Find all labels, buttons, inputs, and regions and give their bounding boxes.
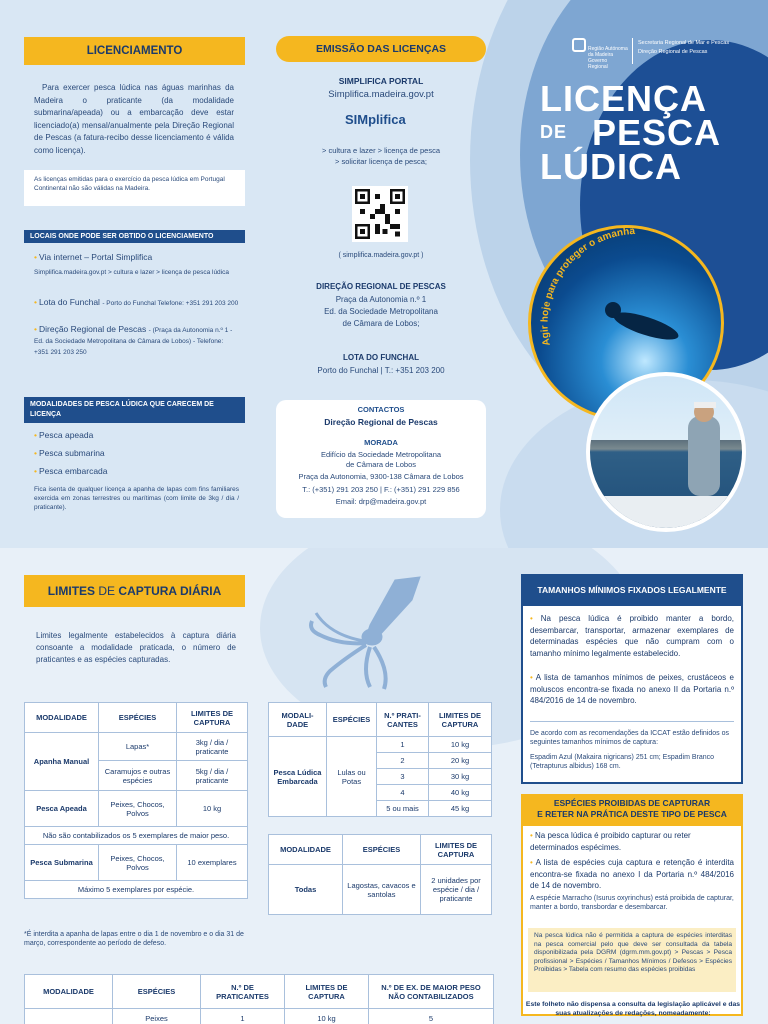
table-cell: 4 — [377, 785, 429, 801]
table-cell: 20 kg — [429, 753, 492, 769]
locais-heading: LOCAIS ONDE PODE SER OBTIDO O LICENCIAMENTO — [24, 230, 245, 243]
contact-email[interactable]: Email: drp@madeira.gov.pt — [335, 497, 427, 506]
drp-addr-2: Ed. da Sociedade Metropolitana — [324, 307, 438, 316]
table-cell: 5kg / dia / praticante — [177, 761, 248, 791]
squid-icon — [300, 575, 435, 695]
table-cell — [25, 1009, 113, 1024]
morada-2: de Câmara de Lobos — [345, 460, 417, 469]
morada-title: MORADA — [364, 438, 398, 447]
simplifica-logo — [345, 112, 406, 127]
table-cell: Lapas* — [99, 733, 177, 761]
tamanhos-p1: • Na pesca lúdica é proibido manter a bordo, desembarcar, transportar, armazenar exemplares de determinadas espécies que não cumpram com o tamanho mínimo legalmente estabelecido. — [530, 614, 734, 658]
table-cell: Todas — [269, 865, 343, 915]
table-header: ESPÉCIES — [327, 703, 377, 737]
cover-title-2: PESCA — [592, 112, 722, 153]
table-cell: 30 kg — [429, 769, 492, 785]
table-header: LIMITES DE CAPTURA — [285, 975, 369, 1009]
qr-code-icon[interactable] — [352, 186, 408, 242]
table-cell: 5 — [369, 1009, 494, 1024]
licenciamento-paragraph: Para exercer pesca lúdica nas águas marinhas da Madeira o praticante (da modalidade submarina/apeada) ou a embarcação deve estar licenciado(a) mensal/anualmente pela Direção Regional de Pescas (a fatura-recibo desse licenciamento é válida como licença). — [34, 83, 234, 155]
modalidades-heading: MODALIDADES DE PESCA LÚDICA QUE CARECEM DE LICENÇA — [24, 397, 245, 423]
table-header: LIMITES DE CAPTURA — [429, 703, 492, 737]
table-header: MODALIDADE — [25, 975, 113, 1009]
morada-3: Praça da Autonomia, 9300-138 Câmara de Lobos — [298, 472, 464, 481]
modalidade-item-1: • Pesca apeada — [34, 430, 94, 440]
proibidas-p2: • A lista de espécies cuja captura e retenção é interdita encontra-se fixada no anexo I da Portaria n.º 484/2016 de 14 de novembro. — [530, 858, 734, 890]
table-header: N.º PRATI-CANTES — [377, 703, 429, 737]
emissao-heading: EMISSÃO DAS LICENÇAS — [276, 36, 486, 62]
table-cell: Caramujos e outras espécies — [99, 761, 177, 791]
table-cell: Lulas ou Potas — [327, 737, 377, 817]
lota-title: LOTA DO FUNCHAL — [343, 353, 419, 362]
modalidade-item-2: • Pesca submarina — [34, 448, 105, 458]
table-cell: Peixes, Chocos, Polvos — [99, 845, 177, 881]
table-cell: 45 kg — [429, 801, 492, 817]
contact-phones: T.: (+351) 291 203 250 | F.: (+351) 291 229 856 — [302, 485, 460, 494]
madeira-logo: Região Autónoma da Madeira Governo Regional — [572, 38, 628, 64]
table-limites-2 — [268, 702, 492, 817]
portal-path-2: > solicitar licença de pesca; — [335, 157, 427, 166]
table-cell: Não são contabilizados os 5 exemplares de maior peso. — [25, 827, 248, 845]
table-header: ESPÉCIES — [99, 703, 177, 733]
drp-addr-3: de Câmara de Lobos; — [342, 319, 420, 328]
table-header: ESPÉCIES — [343, 835, 421, 865]
table-cell: 5 ou mais — [377, 801, 429, 817]
disclaimer: Este folheto não dispensa a consulta da legislação aplicável e das suas atualizações de redações, nomeadamente: — [525, 1001, 741, 1017]
drp-title: DIREÇÃO REGIONAL DE PESCAS — [316, 282, 446, 291]
table-header: MODALIDADE — [269, 835, 343, 865]
lota-detail: Porto do Funchal | T.: +351 203 200 — [317, 366, 445, 375]
contactos-org: Direção Regional de Pescas — [324, 417, 438, 427]
isencao-text: Fica isenta de qualquer licença a apanha de lapas com fins familiares exercida em zonas terrestres ou marítimas (com limite de 3kg / dia / praticante). — [34, 486, 239, 511]
table-header: LIMITES DE CAPTURA — [177, 703, 248, 733]
table-cell: 40 kg — [429, 785, 492, 801]
licenciamento-heading: LICENCIAMENTO — [24, 37, 245, 65]
table-header: N.º DE EX. DE MAIOR PESO NÃO CONTABILIZADOS — [369, 975, 494, 1009]
drp-addr-1: Praça da Autonomia n.º 1 — [335, 295, 427, 304]
table-cell: Apanha Manual — [25, 733, 99, 791]
table-cell: Pesca Apeada — [25, 791, 99, 827]
morada-1: Edifício da Sociedade Metropolitana — [320, 450, 442, 459]
cover-title-1: LICENÇA — [540, 78, 707, 119]
tamanhos-iccat: De acordo com as recomendações da ICCAT estão definidos os seguintes tamanhos mínimos de captura: — [530, 730, 729, 746]
table-cell: 10 kg — [285, 1009, 369, 1024]
table-cell: 10 kg — [177, 791, 248, 827]
locais-item-1: • Via internet – Portal Simplifica — [34, 252, 153, 262]
proibidas-p1: • Na pesca lúdica é proibido capturar ou reter determinados espécimes. — [530, 831, 691, 852]
contactos-title: CONTACTOS — [357, 405, 405, 414]
portal-title: SIMPLIFICA PORTAL — [338, 76, 424, 86]
limites-intro: Limites legalmente estabelecidos à captura diária consoante a modalidade praticada, o número de praticantes e as espécies capturadas. — [36, 631, 236, 664]
licenciamento-note: As licenças emitidas para o exercício da pesca lúdica em Portugal Continental não são válidas na Madeira. — [34, 176, 225, 192]
fisherman-photo — [586, 372, 746, 532]
portal-path-1: > cultura e lazer > licença de pesca — [322, 146, 440, 155]
qr-caption: ( simplifica.madeira.gov.pt ) — [338, 252, 424, 259]
tamanhos-p2: • A lista de tamanhos mínimos de peixes, crustáceos e moluscos encontra-se fixada no anexo II da Portaria n.º 484/2016 de 14 de novembro. — [530, 673, 734, 705]
table-limites-4 — [24, 974, 494, 1024]
table-cell: Peixes, Chocos, Polvos — [99, 791, 177, 827]
table-limites-1 — [24, 702, 248, 899]
table-cell: 2 unidades por espécie / dia / praticante — [421, 865, 492, 915]
table-cell: 3 — [377, 769, 429, 785]
table-header: LIMITES DE CAPTURA — [421, 835, 492, 865]
proibidas-heading: ESPÉCIES PROIBIDAS DE CAPTURAR E RETER NA PRÁTICA DESTE TIPO DE PESCA — [521, 794, 743, 826]
crest-icon — [572, 38, 586, 52]
locais-item-2: • Lota do Funchal - Porto do Funchal Telefone: +351 291 203 200 — [34, 297, 239, 307]
secretaria-label: Secretaria Regional de Mar e Pescas Direção Regional de Pescas — [638, 40, 730, 55]
locais-item-1-detail: Simplifica.madeira.gov.pt > cultura e lazer > licença de pesca lúdica — [34, 269, 229, 276]
divider — [632, 38, 633, 64]
limites-heading: LIMITES DE CAPTURA DIÁRIA — [24, 575, 245, 607]
table-cell: Pesca Submarina — [25, 845, 99, 881]
cover-title-de: DE — [540, 122, 568, 142]
table-cell: Lagostas, cavacos e santolas — [343, 865, 421, 915]
simplifica-logo-text: SIMplifica — [345, 112, 406, 127]
tamanhos-especies: Espadim Azul (Makaira nigricans) 251 cm; Espadim Branco (Tetrapturus albidus) 168 cm. — [530, 754, 715, 770]
table-cell: 10 kg — [429, 737, 492, 753]
lapas-footnote: *É interdita a apanha de lapas entre o dia 1 de novembro e o dia 31 de março, correspondente ao período de defeso. — [24, 931, 244, 947]
table-limites-3 — [268, 834, 492, 915]
svg-text:Agir hoje para proteger o aman: Agir hoje para proteger o amanhã — [539, 225, 636, 347]
cover-title-3: LÚDICA — [540, 146, 682, 187]
proibidas-box-text: Na pesca lúdica não é permitida a captura de espécies interditas na pesca comercial pelo que deve ser consultada da tabela disponibilizada pela DGRM (dgrm.mm.gov.pt) > Pescas > Pesca profissional > Espécies / Tamanhos Mínimos / Defesos > Espécies Proibidas > Tabela com resumo das espécies proibidas — [534, 932, 732, 973]
table-header: ESPÉCIES — [113, 975, 201, 1009]
modalidade-item-3: • Pesca embarcada — [34, 466, 108, 476]
table-cell: 1 — [201, 1009, 285, 1024]
table-cell: Peixes — [113, 1009, 201, 1024]
table-cell: 2 — [377, 753, 429, 769]
table-header: MODALIDADE — [25, 703, 99, 733]
table-header: N.º DE PRATICANTES — [201, 975, 285, 1009]
locais-item-3: • Direção Regional de Pescas - (Praça da Autonomia n.º 1 - Ed. da Sociedade Metropolitana de Câmara de Lobos) - Telefone: +351 291 203 250 — [34, 324, 233, 356]
tamanhos-heading: TAMANHOS MÍNIMOS FIXADOS LEGALMENTE — [521, 574, 743, 606]
table-cell: 10 exemplares — [177, 845, 248, 881]
portal-url[interactable]: Simplifica.madeira.gov.pt — [328, 89, 434, 100]
table-cell: Pesca Lúdica Embarcada — [269, 737, 327, 817]
divider — [530, 721, 734, 722]
table-cell: Máximo 5 exemplares por espécie. — [25, 881, 248, 899]
table-cell: 1 — [377, 737, 429, 753]
table-cell: 3kg / dia / praticante — [177, 733, 248, 761]
table-header: MODALI-DADE — [269, 703, 327, 737]
proibidas-marracho: A espécie Marracho (Isurus oxyrinchus) está proibida de capturar, manter a bordo, transbordar e desembarcar. — [530, 895, 734, 911]
